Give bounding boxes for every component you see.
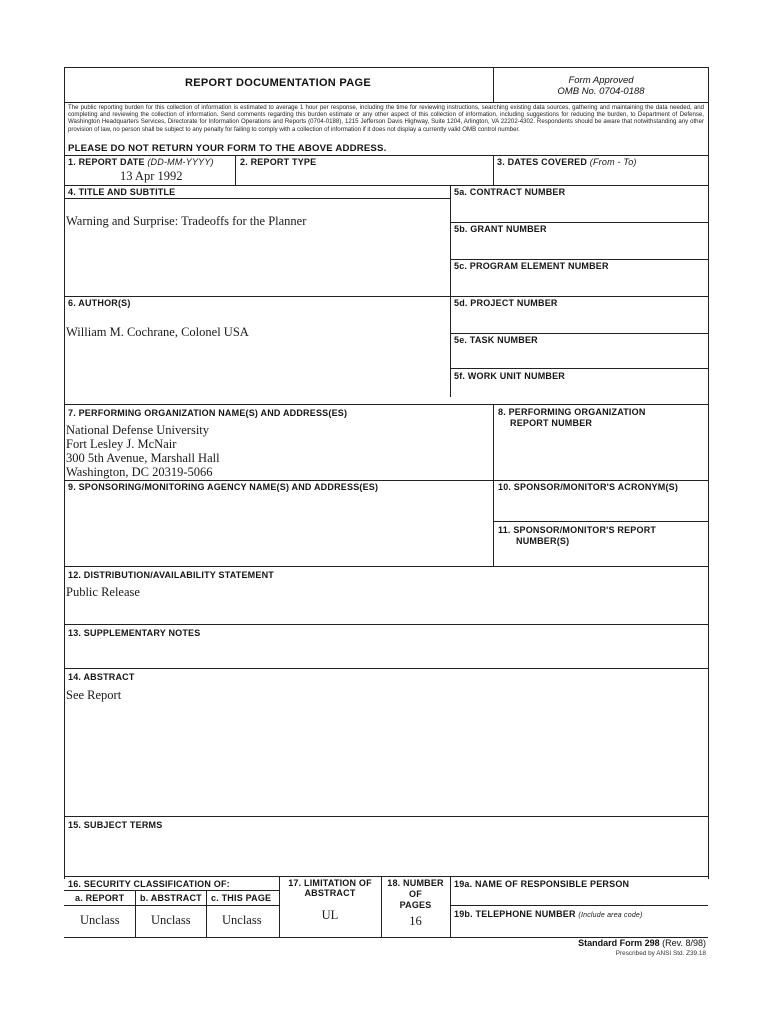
- telephone-label: 19b. TELEPHONE NUMBER (Include area code): [454, 909, 643, 919]
- performing-org-line-3[interactable]: 300 5th Avenue, Marshall Hall: [66, 451, 220, 465]
- report-date-value[interactable]: 13 Apr 1992: [120, 169, 183, 183]
- divider-4-label: [64, 198, 450, 199]
- authors-value[interactable]: William M. Cochrane, Colonel USA: [66, 325, 249, 339]
- limitation-label: 17. LIMITATION OF ABSTRACT: [288, 878, 372, 898]
- form-title: REPORT DOCUMENTATION PAGE: [185, 77, 371, 89]
- divider-5-column: [450, 185, 451, 397]
- form-border-left: [64, 67, 65, 879]
- divider-2-3: [493, 155, 494, 186]
- authors-label: 6. AUTHOR(S): [68, 298, 131, 308]
- divider-row16-top: [64, 876, 708, 877]
- performing-org-line-2[interactable]: Fort Lesley J. McNair: [66, 437, 177, 451]
- subject-terms-label: 15. SUBJECT TERMS: [68, 820, 163, 830]
- security-report-label: a. REPORT: [75, 893, 125, 903]
- supplementary-notes-label: 13. SUPPLEMENTARY NOTES: [68, 628, 201, 638]
- report-date-label: 1. REPORT DATE (DD-MM-YYYY): [68, 157, 214, 167]
- omb-number: OMB No. 0704-0188: [557, 86, 645, 97]
- security-report-value[interactable]: Unclass: [80, 913, 120, 927]
- title-subtitle-value[interactable]: Warning and Surprise: Tradeoffs for the Planner: [66, 214, 307, 228]
- divider-row7-top: [64, 404, 708, 405]
- divider-18-19: [450, 876, 451, 938]
- divider-5e: [450, 368, 708, 369]
- divider-row1-bottom: [64, 185, 708, 186]
- report-type-label: 2. REPORT TYPE: [240, 157, 317, 167]
- sponsor-acronym-label: 10. SPONSOR/MONITOR'S ACRONYM(S): [498, 482, 679, 492]
- divider-16a-b: [135, 890, 136, 938]
- responsible-person-label: 19a. NAME OF RESPONSIBLE PERSON: [454, 879, 630, 889]
- number-of-pages-value[interactable]: 16: [409, 914, 422, 928]
- abstract-value[interactable]: See Report: [66, 688, 122, 702]
- performing-org-line-1[interactable]: National Defense University: [66, 423, 210, 437]
- divider-19a-b: [450, 905, 708, 906]
- divider-row1-top: [64, 155, 708, 156]
- security-abstract-label: b. ABSTRACT: [140, 893, 202, 903]
- form-approved-text: Form Approved: [568, 75, 634, 86]
- performing-org-label: 7. PERFORMING ORGANIZATION NAME(S) AND ADDRESS(ES): [68, 408, 348, 418]
- divider-row9-top: [64, 480, 708, 481]
- project-number-label: 5d. PROJECT NUMBER: [454, 298, 558, 308]
- divider-16b-c: [206, 890, 207, 938]
- security-page-label: c. THIS PAGE: [211, 893, 272, 903]
- security-abstract-value[interactable]: Unclass: [151, 913, 191, 927]
- work-unit-number-label: 5f. WORK UNIT NUMBER: [454, 371, 565, 381]
- distribution-value[interactable]: Public Release: [66, 585, 140, 599]
- program-element-number-label: 5c. PROGRAM ELEMENT NUMBER: [454, 261, 609, 271]
- performing-org-report-label: 8. PERFORMING ORGANIZATION REPORT NUMBER: [498, 407, 646, 428]
- divider-5a: [450, 222, 708, 223]
- divider-16-sub: [64, 890, 279, 891]
- divider-16-sub2: [64, 905, 279, 906]
- divider-row6-top: [64, 296, 708, 297]
- divider-header-bottom: [64, 102, 708, 103]
- dates-covered-label: 3. DATES COVERED (From - To): [497, 157, 637, 167]
- performing-org-line-4[interactable]: Washington, DC 20319-5066: [66, 465, 213, 479]
- sponsoring-agency-label: 9. SPONSORING/MONITORING AGENCY NAME(S) AND ADDRESS(ES): [68, 482, 379, 492]
- form-border-right: [708, 67, 709, 879]
- security-classification-label: 16. SECURITY CLASSIFICATION OF:: [68, 879, 230, 889]
- divider-1-2: [235, 155, 236, 186]
- prescribed-by: Prescribed by ANSI Std. Z39.18: [615, 950, 706, 957]
- abstract-label: 14. ABSTRACT: [68, 672, 135, 682]
- form-border-top: [64, 67, 708, 68]
- omb-approval: [494, 75, 708, 97]
- divider-5b: [450, 259, 708, 260]
- divider-row13-top: [64, 624, 708, 625]
- divider-5d: [450, 333, 708, 334]
- burden-notice: The public reporting burden for this collection of information is estimated to average 1 hour per response, including the time for reviewing instructions, searching existing data sources, gathering and maintaining the data needed, and completing and reviewing the collection of information. Send comments regarding this burden estimate or any other aspect of this collection of information, including suggestions for reducing the burden, to Department of Defense, Washington Headquarters Services, Directorate for Information Operations and Reports (0704-0188), 1215 Jefferson Davis Highway, Suite 1204, Arlington, VA 22202-4302. Respondents should be aware that notwithstanding any other provision of law, no person shall be subject to any penalty for failing to comply with a collection of information if it does not display a currently valid OMB control number.: [68, 104, 704, 133]
- contract-number-label: 5a. CONTRACT NUMBER: [454, 187, 566, 197]
- sponsor-report-number-label: 11. SPONSOR/MONITOR'S REPORT NUMBER(S): [498, 525, 657, 546]
- divider-row12-top: [64, 566, 708, 567]
- grant-number-label: 5b. GRANT NUMBER: [454, 224, 547, 234]
- number-of-pages-label: 18. NUMBER OF PAGES: [387, 878, 444, 910]
- standard-form-label: Standard Form 298 (Rev. 8/98): [578, 938, 706, 948]
- limitation-value[interactable]: UL: [321, 908, 339, 922]
- divider-7-8: [493, 404, 494, 566]
- title-subtitle-label: 4. TITLE AND SUBTITLE: [68, 187, 176, 197]
- distribution-label: 12. DISTRIBUTION/AVAILABILITY STATEMENT: [68, 570, 274, 580]
- security-page-value[interactable]: Unclass: [222, 913, 262, 927]
- divider-10-11: [493, 521, 708, 522]
- do-not-return-warning: PLEASE DO NOT RETURN YOUR FORM TO THE ABOVE ADDRESS.: [68, 143, 387, 154]
- divider-row15-top: [64, 816, 708, 817]
- divider-row14-top: [64, 668, 708, 669]
- task-number-label: 5e. TASK NUMBER: [454, 335, 538, 345]
